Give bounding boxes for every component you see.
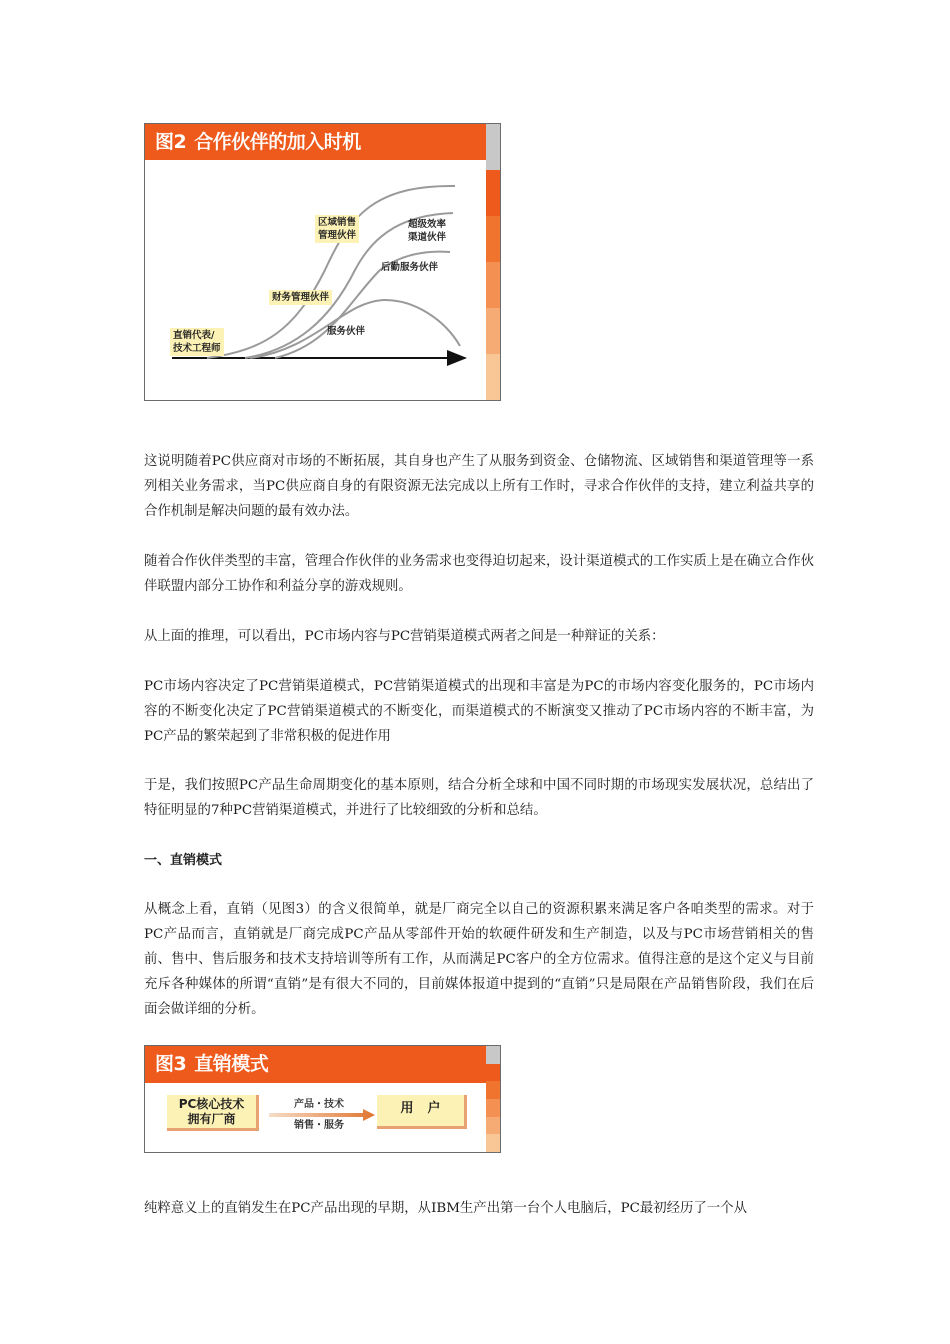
paragraph-3: 从上面的推理，可以看出，PC市场内容与PC营销渠道模式两者之间是一种辩证的关系： bbox=[144, 629, 665, 644]
paragraph-6: 从概念上看，直销（见图3）的含义很简单，就是厂商完全以自己的资源积累来满足客户各咱类型的需求。对于PC产品而言，直销就是厂商完成PC产品从零部件开始的软硬件研发和生产制造，以及与PC市场营销相关的售前、售中、售后服务和技术支持培训等所有工作，从而满足PC客户的全方位需求。值得注意的是这个定义与目前充斥各种媒体的所谓“直销”是有很大不同的，目前媒体报道中提到的“直销”只是局限在产品销售阶段，我们在后面会做详细的分析。 bbox=[144, 902, 814, 1017]
paragraph-5: 于是，我们按照PC产品生命周期变化的基本原则，结合分析全球和中国不同时期的市场现实发展状况，总结出了特征明显的7种PC营销渠道模式，并进行了比较细致的分析和总结。 bbox=[144, 778, 814, 818]
paragraph-7: 纯粹意义上的直销发生在PC产品出现的早期，从IBM生产出第一台个人电脑后，PC最初经历了一个从 bbox=[144, 1201, 747, 1216]
figure-2-label: 图2 bbox=[155, 130, 187, 153]
tag-regional-line2: 管理伙伴 bbox=[318, 230, 357, 241]
figure-2-side-color-bar bbox=[486, 124, 500, 400]
figure-3-label: 图3 bbox=[155, 1053, 187, 1075]
paragraph-1: 这说明随着PC供应商对市场的不断拓展，其自身也产生了从服务到资金、仓储物流、区域销售和渠道管理等一系列相关业务需求，当PC供应商自身的有限资源无法完成以上所有工作时，寻求合作伙伴的支持，建立利益共享的合作机制是解决问题的最有效办法。 bbox=[144, 454, 814, 519]
figure-2-curves bbox=[145, 160, 488, 400]
side-bar-segment bbox=[486, 1046, 500, 1064]
side-bar-segment bbox=[486, 1064, 500, 1082]
user-box: 用户 bbox=[377, 1095, 467, 1129]
side-bar-segment bbox=[486, 354, 500, 400]
side-bar-segment bbox=[486, 170, 500, 216]
side-bar-segment bbox=[486, 262, 500, 308]
side-bar-segment bbox=[486, 216, 500, 262]
pc-core-tech-maker-box bbox=[167, 1095, 259, 1131]
tag-direct-rep bbox=[170, 328, 224, 356]
paragraph-4: PC市场内容决定了PC营销渠道模式，PC营销渠道模式的出现和丰富是为PC的市场内容变化服务的，PC市场内容的不断变化决定了PC营销渠道模式的不断变化，而渠道模式的不断演变又推动了PC市场内容的不断丰富，为PC产品的繁荣起到了非常积极的促进作用 bbox=[144, 679, 814, 744]
maker-box-line2: 拥有厂商 bbox=[187, 1112, 236, 1126]
tag-logistics-partner: 后勤服务伙伴 bbox=[381, 262, 439, 273]
tag-super-channel-line2: 渠道伙伴 bbox=[408, 232, 447, 243]
side-bar-segment bbox=[486, 1081, 500, 1099]
tag-regional-partner bbox=[315, 215, 359, 243]
figure-3-title: 直销模式 bbox=[194, 1053, 269, 1075]
side-bar-segment bbox=[486, 1099, 500, 1117]
figure-2-partner-timing bbox=[144, 123, 501, 401]
side-bar-segment bbox=[486, 1134, 500, 1152]
side-bar-segment bbox=[486, 1117, 500, 1135]
side-bar-segment bbox=[486, 124, 500, 170]
section-heading-direct-sales: 一、直销模式 bbox=[144, 853, 223, 868]
tag-direct-rep-line1: 直销代表/ bbox=[173, 330, 215, 341]
tag-service-partner: 服务伙伴 bbox=[327, 326, 366, 337]
figure-3-direct-sales bbox=[144, 1045, 501, 1153]
tag-direct-rep-line2: 技术工程师 bbox=[173, 343, 221, 354]
figure-3-side-color-bar bbox=[486, 1046, 500, 1152]
figure-3-body bbox=[145, 1083, 486, 1152]
paragraph-2: 随着合作伙伴类型的丰富，管理合作伙伴的业务需求也变得迫切起来，设计渠道模式的工作实质上是在确立合作伙伴联盟内部分工协作和利益分享的游戏规则。 bbox=[144, 554, 814, 594]
tag-super-channel-line1: 超级效率 bbox=[408, 219, 447, 230]
figure-3-header bbox=[145, 1046, 486, 1083]
maker-box-line1: PC核心技术 bbox=[178, 1097, 245, 1111]
side-bar-segment bbox=[486, 308, 500, 354]
figure-2-body bbox=[145, 160, 486, 400]
tag-super-channel-partner bbox=[408, 218, 446, 244]
flow-label-bottom: 销售・服务 bbox=[294, 1120, 344, 1131]
figure-2-header bbox=[145, 124, 486, 160]
figure-2-title: 合作伙伴的加入时机 bbox=[194, 130, 361, 153]
flow-label-top: 产品・技术 bbox=[294, 1099, 344, 1110]
tag-finance-partner: 财务管理伙伴 bbox=[269, 290, 332, 305]
tag-regional-line1: 区域销售 bbox=[318, 217, 357, 228]
